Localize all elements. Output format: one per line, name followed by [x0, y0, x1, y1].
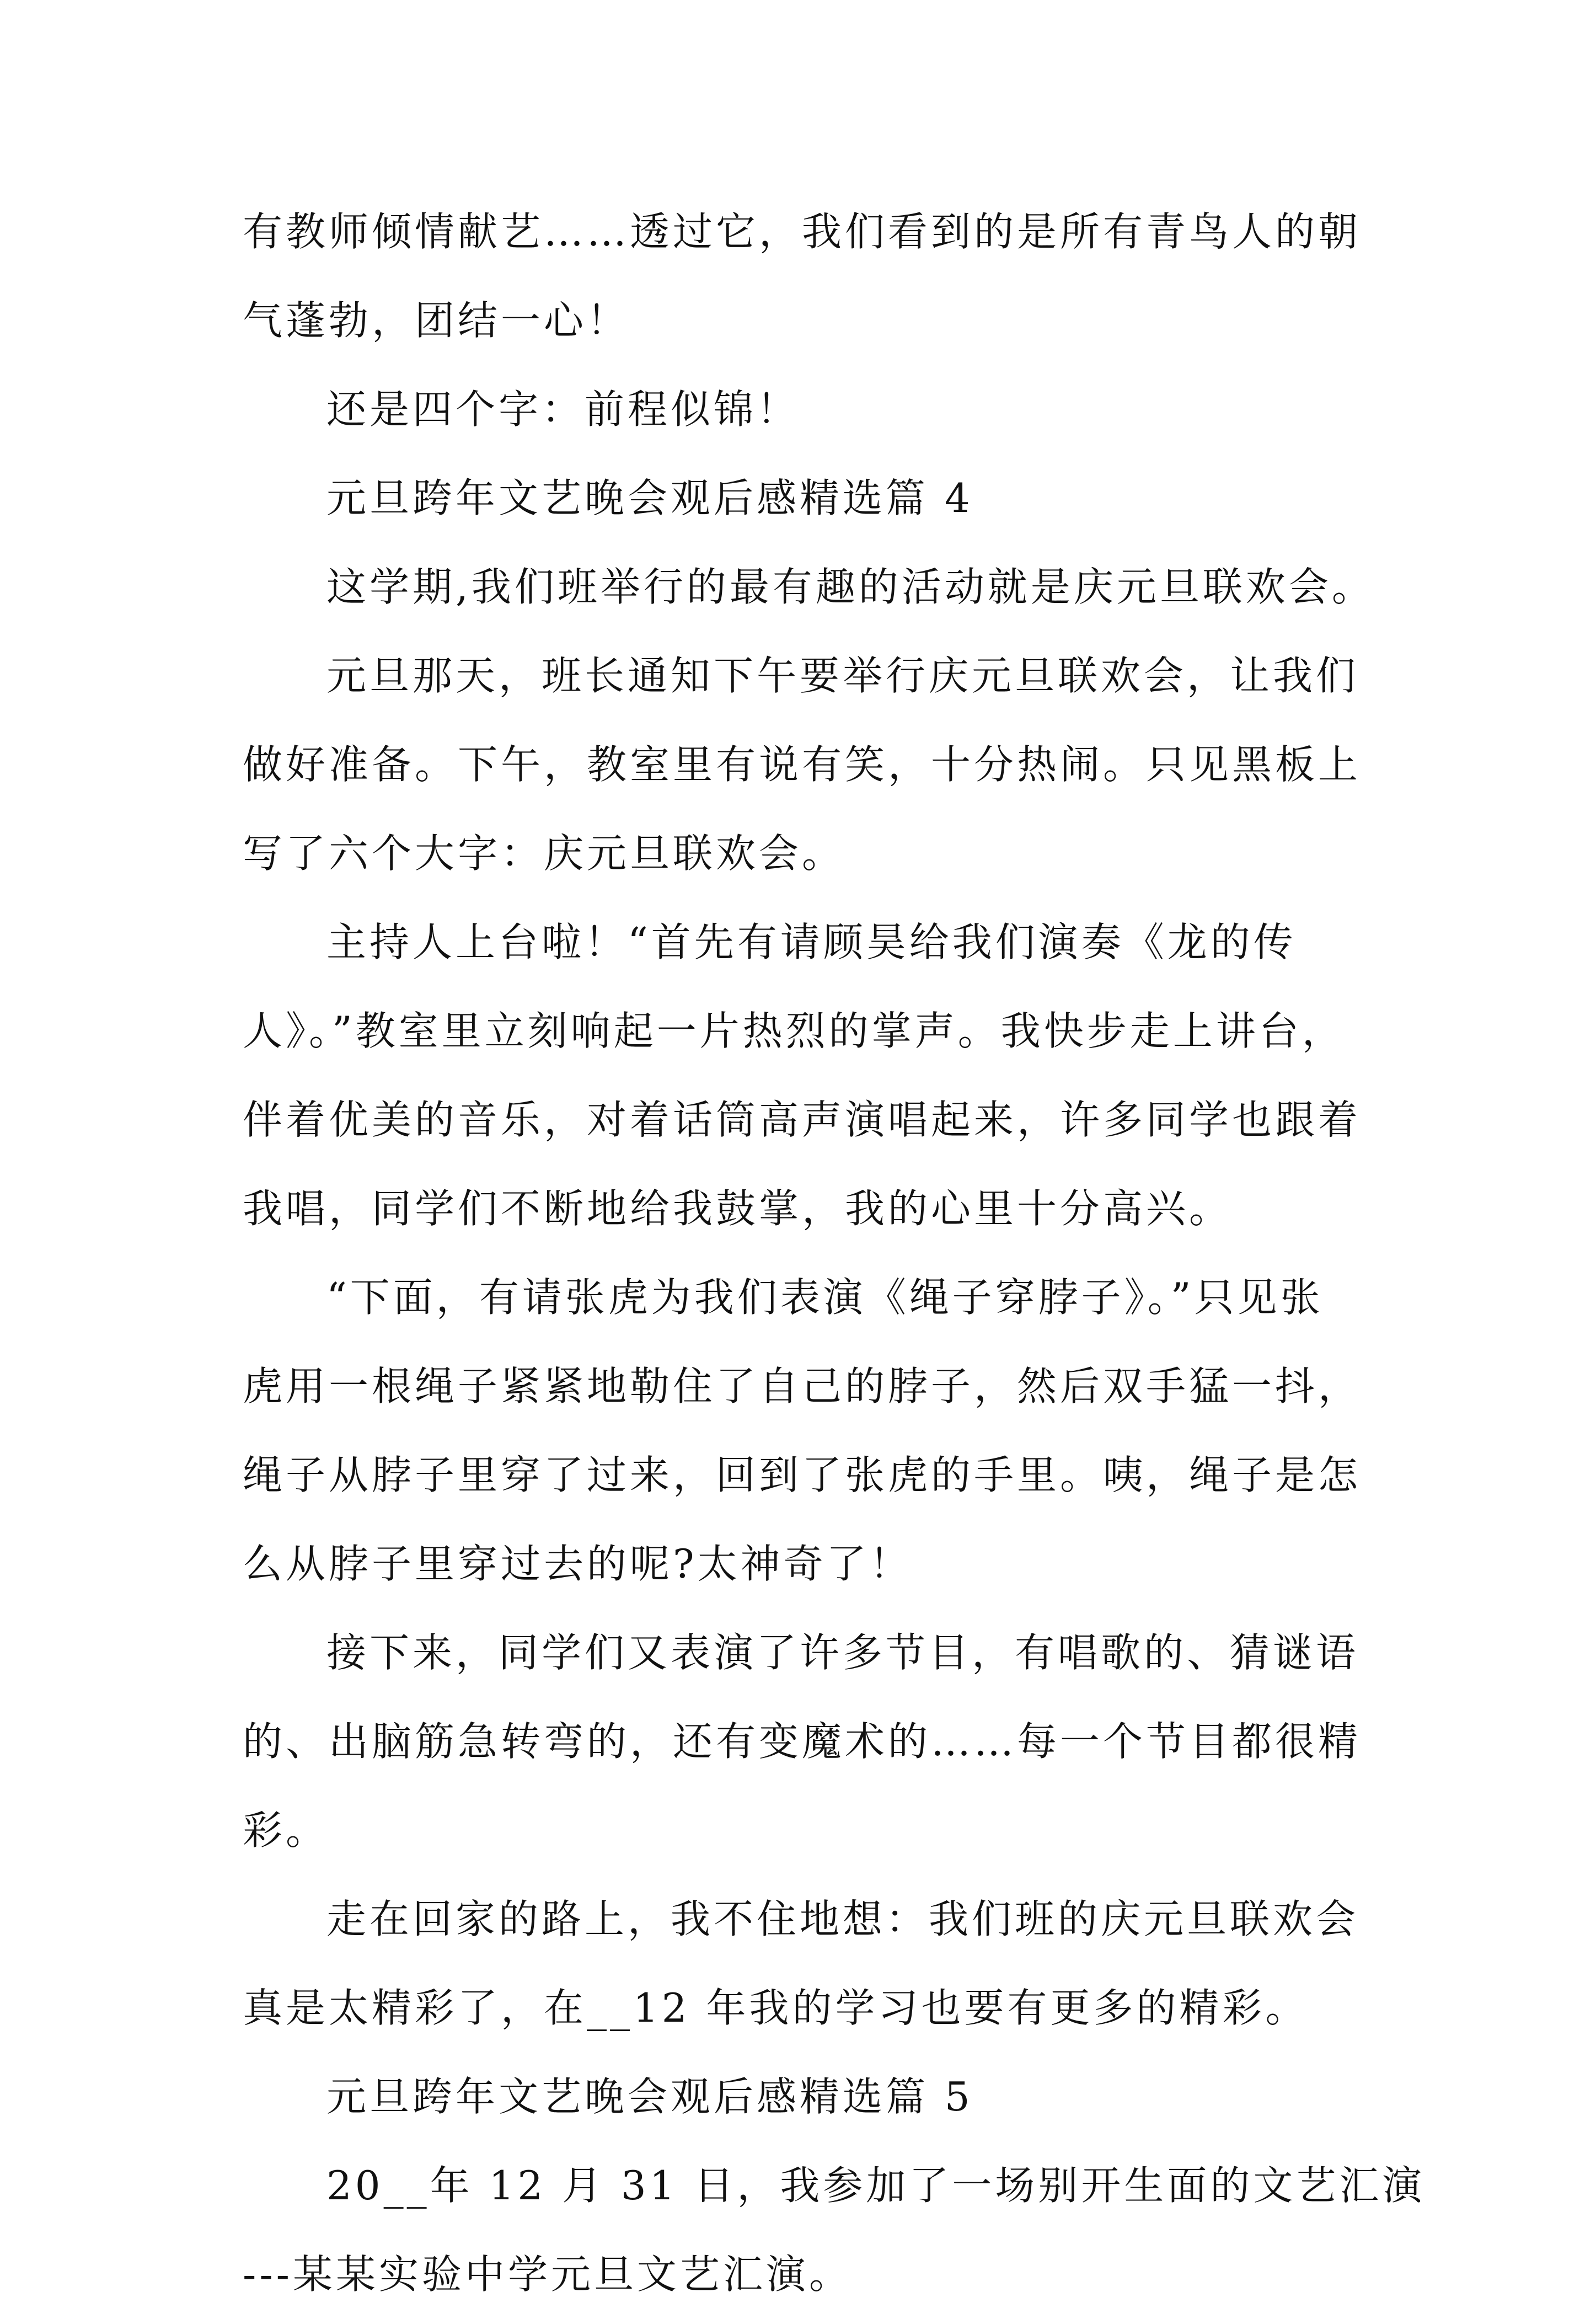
section-heading-5: 元旦跨年文艺晚会观后感精选篇 5 — [326, 2074, 973, 2120]
text-line-12: 我唱，同学们不断地给我鼓掌，我的心里十分高兴。 — [243, 1185, 1233, 1232]
text-line-24: ---某某实验中学元旦文艺汇演。 — [243, 2251, 852, 2297]
text-line-7: 做好准备。下午，教室里有说有笑，十分热闹。只见黑板上 — [243, 741, 1362, 788]
text-line-20: 走在回家的路上，我不住地想：我们班的庆元旦联欢会 — [326, 1896, 1359, 1942]
text-line-1: 有教师倾情献艺……透过它，我们看到的是所有青鸟人的朝 — [243, 209, 1362, 255]
text-line-18: 的、出脑筋急转弯的，还有变魔术的……每一个节目都很精 — [243, 1718, 1362, 1765]
document-body — [243, 188, 1426, 2319]
text-line-17: 接下来，同学们又表演了许多节目，有唱歌的、猜谜语 — [326, 1629, 1359, 1676]
text-line-23: 20__年 12 月 31 日，我参加了一场别开生面的文艺汇演 — [326, 2162, 1426, 2209]
text-line-6: 元旦那天，班长通知下午要举行庆元旦联欢会，让我们 — [326, 653, 1359, 699]
text-line-16: 么从脖子里穿过去的呢?太神奇了！ — [243, 1541, 913, 1587]
section-heading-4: 元旦跨年文艺晚会观后感精选篇 4 — [326, 475, 973, 521]
text-line-9: 主持人上台啦！“首先有请顾昊给我们演奏《龙的传 — [326, 919, 1297, 965]
text-line-21: 真是太精彩了，在__12 年我的学习也要有更多的精彩。 — [243, 1985, 1309, 2031]
text-line-14: 虎用一根绳子紧紧地勒住了自己的脖子，然后双手猛一抖， — [243, 1363, 1362, 1409]
text-line-15: 绳子从脖子里穿了过来，回到了张虎的手里。咦，绳子是怎 — [243, 1452, 1362, 1498]
text-line-13: “下面，有请张虎为我们表演《绳子穿脖子》。”只见张 — [326, 1274, 1324, 1321]
text-line-3: 还是四个字：前程似锦！ — [326, 386, 800, 432]
text-line-11: 伴着优美的音乐，对着话筒高声演唱起来，许多同学也跟着 — [243, 1097, 1362, 1143]
text-line-5: 这学期,我们班举行的最有趣的活动就是庆元旦联欢会。 — [326, 564, 1375, 610]
text-line-19: 彩。 — [243, 1807, 329, 1853]
text-line-8: 写了六个大字：庆元旦联欢会。 — [243, 830, 845, 877]
text-line-10: 人》。”教室里立刻响起一片热烈的掌声。我快步走上讲台， — [243, 1008, 1345, 1054]
text-line-2: 气蓬勃，团结一心！ — [243, 297, 630, 344]
